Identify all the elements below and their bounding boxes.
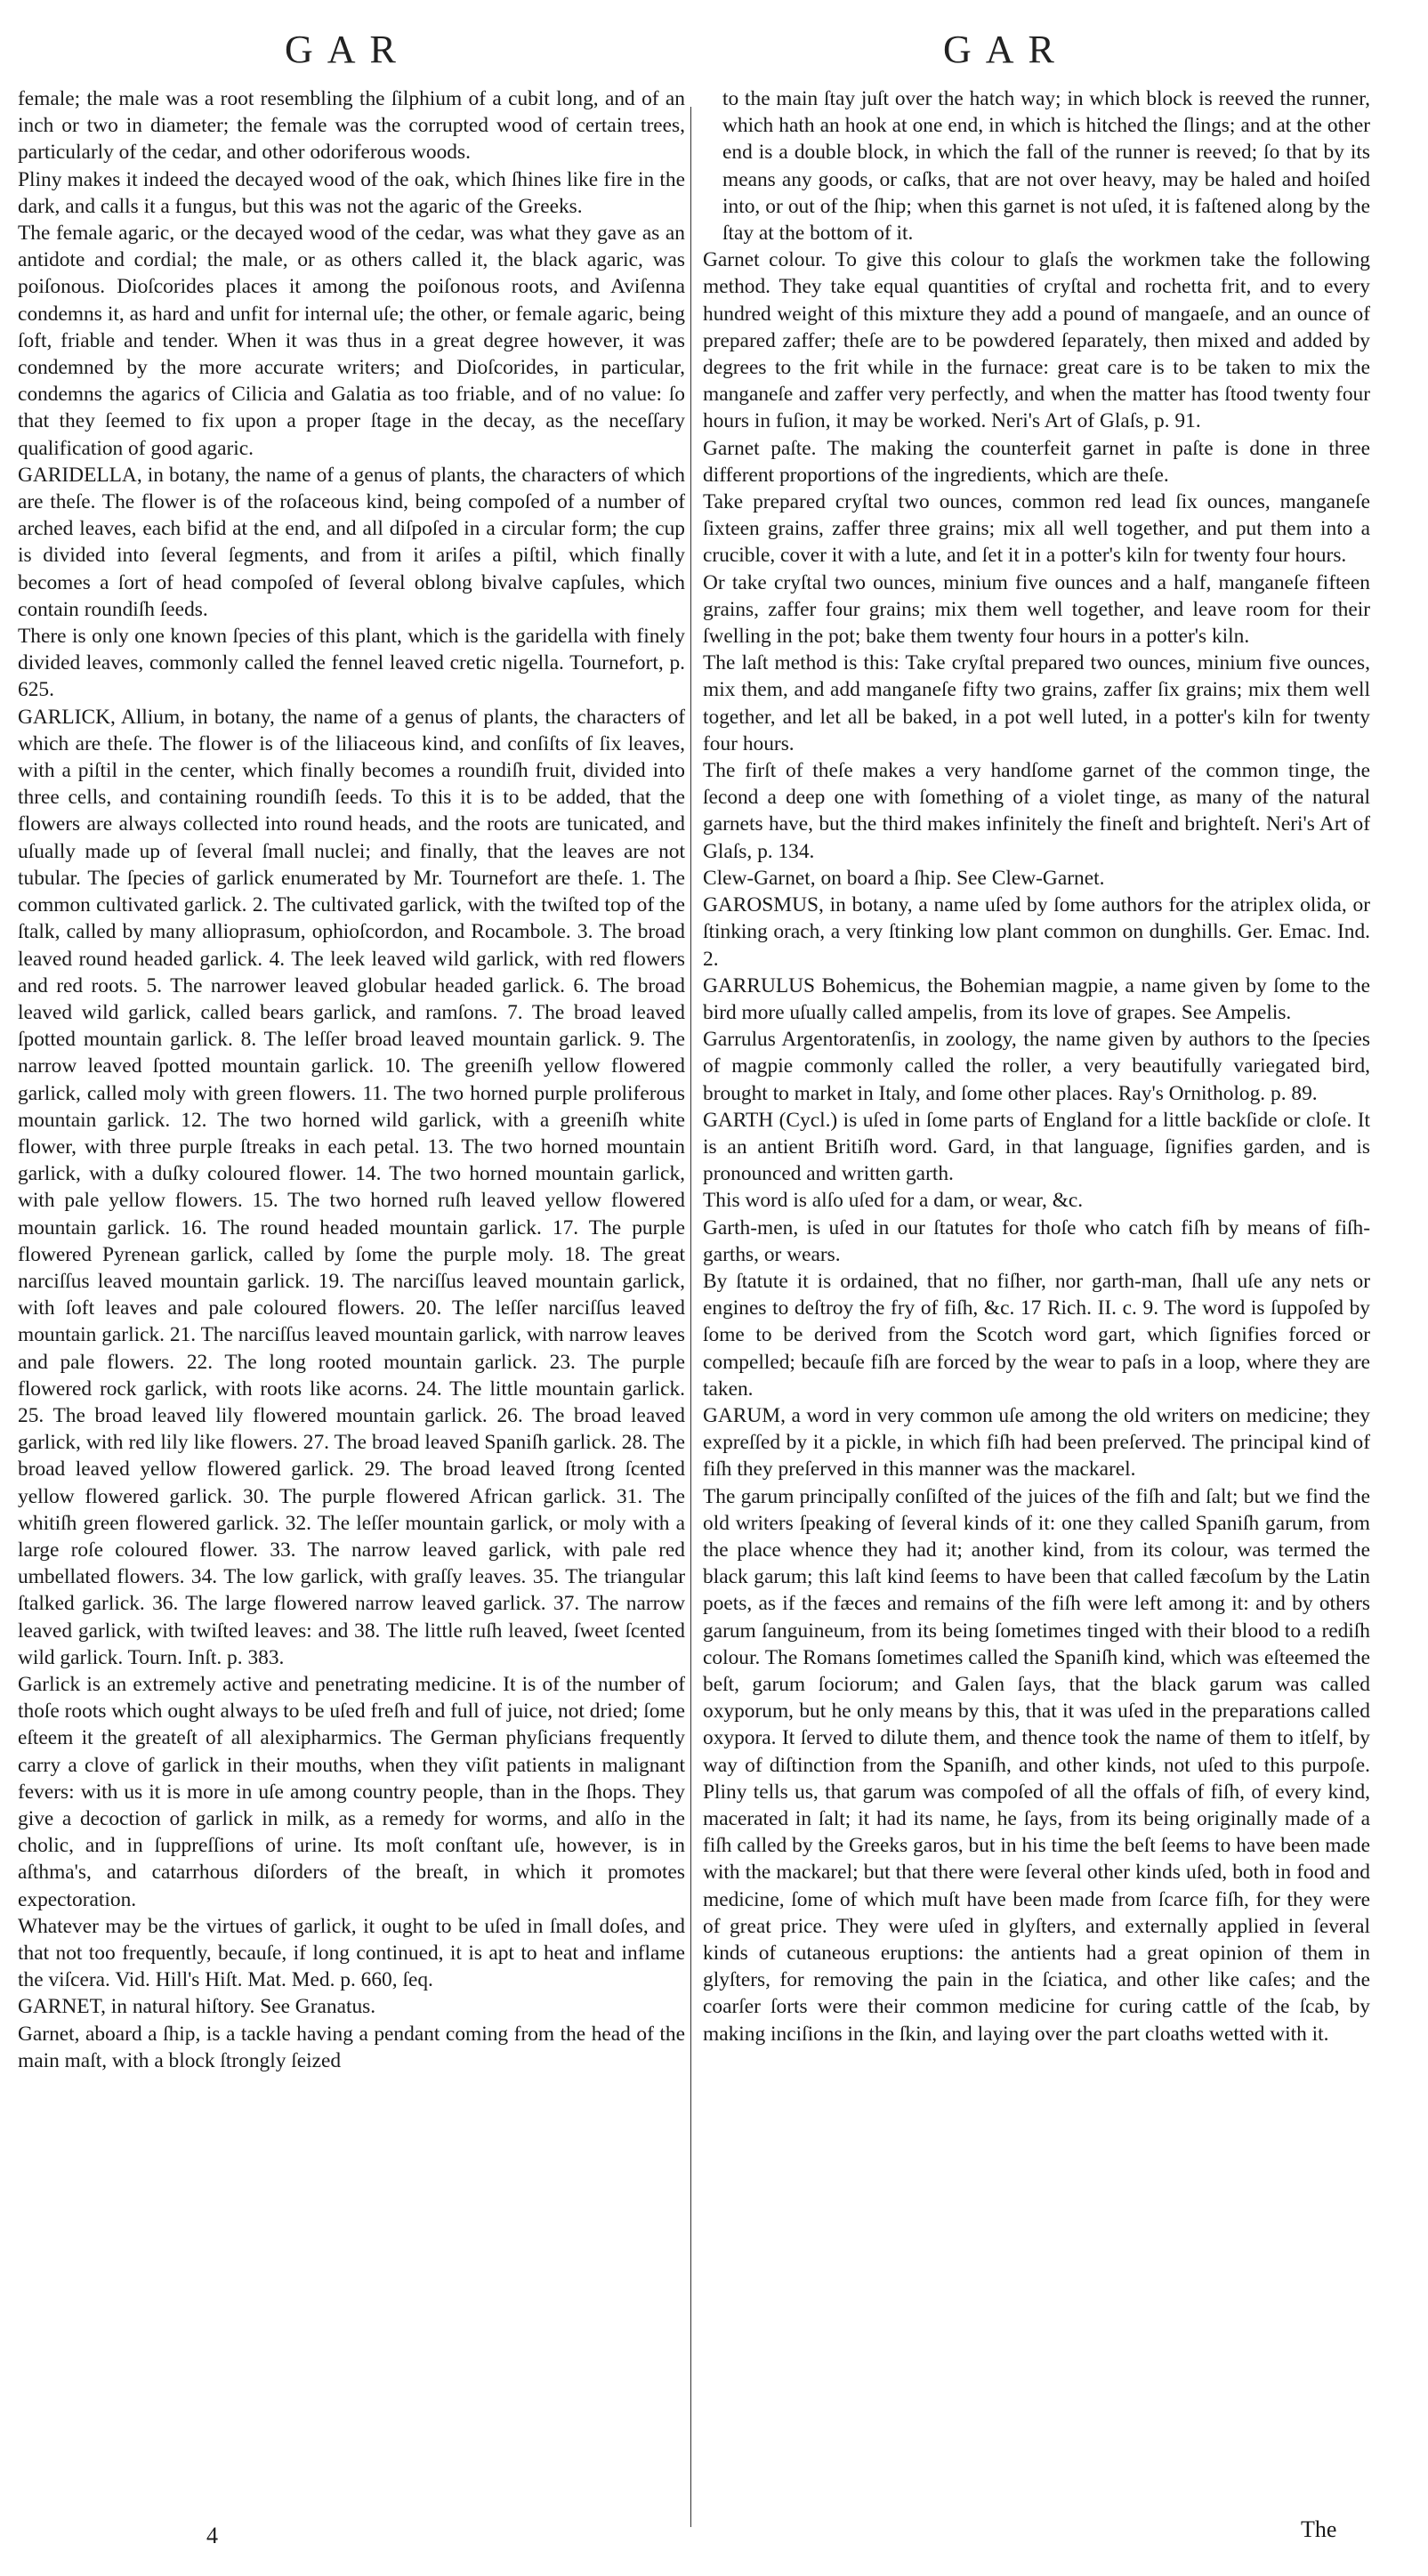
entry-garrulus-argentoratensis: Garrulus Argentoratenſis, in zoology, the name given by authors to the ſpecies of magpie commonly called the roller, a very beautifully variegated bird, brought to market in Italy, and ſome other places. Ray's Ornitholog. p. 89.	[703, 1028, 1370, 1105]
entry-garum: GARUM, a word in very common uſe among the old writers on medicine; they expreſſed by it a pickle, in which fiſh had been preſerved. The principal kind of fiſh they preſerved in this manner was the mackarel.	[703, 1403, 1370, 1482]
entry-paragraph: The firſt of theſe makes a very handſome garnet of the common tinge, the ſecond a deep one with ſomething of a violet tinge, as many of the natural garnets have, but the third makes infinitely the fineſt and brighteſt. Neri's Art of Glaſs, p. 134.	[703, 759, 1370, 863]
entry-garth: GARTH (Cycl.) is uſed in ſome parts of England for a little backſide or cloſe. It is an antient Britiſh word. Gard, in that language, ſignifies garden, and is pronounced and written garth.	[703, 1108, 1370, 1186]
entry-garlick: GARLICK, Allium, in botany, the name of a genus of plants, the characters of which are theſe. The flower is of the liliaceous kind, and conſiſts of ſix leaves, with a piſtil in the center, which finally becomes a roundiſh fruit, divided into three cells, and containing roundiſh ſeeds. To this it is to be added, that the flowers are always collected into round heads, and the roots are tunicated, and uſually made up of ſeveral ſmall nuclei; and finally, that the leaves are not tubular. The ſpecies of garlick enumerated by Mr. Tournefort are theſe. 1. The common cultivated garlick. 2. The cultivated garlick, with the twiſted top of the ſtalk, called by many allioprasum, ophioſcordon, and Rocambole. 3. The broad leaved round headed garlick. 4. The leek leaved wild garlick, with red flowers and red roots. 5. The narrower leaved globular headed garlick. 6. The broad leaved wild garlick, called bears garlick, and ramſons. 7. The broad leaved ſpotted mountain garlick. 8. The leſſer broad leaved mountain garlick. 9. The narrow leaved ſpotted mountain garlick. 10. The greeniſh yellow flowered garlick, called moly with green flowers. 11. The two horned purple proliferous mountain garlick. 12. The two horned wild garlick, with a greeniſh white flower, with three purple ſtreaks in each petal. 13. The two horned mountain garlick, with a duſky coloured flower. 14. The two horned mountain garlick, with pale yellow flowers. 15. The two horned ruſh leaved yellow flowered mountain garlick. 16. The round headed mountain garlick. 17. The purple flowered Pyrenean garlick, called by ſome the purple moly. 18. The great narciſſus leaved mountain garlick. 19. The narciſſus leaved mountain garlick, with ſoft leaves and pale coloured flowers. 20. The leſſer narciſſus leaved mountain garlick. 21. The narciſſus leaved mountain garlick, with narrow leaves and pale flowers. 22. The long rooted mountain garlick. 23. The purple flowered rock garlick, with roots like acorns. 24. The little mountain garlick. 25. The broad leaved lily flowered mountain garlick. 26. The broad leaved garlick, with red lily like flowers. 27. The broad leaved Spaniſh garlick. 28. The broad leaved yellow flowered garlick. 29. The broad leaved ſtrong ſcented yellow flowered garlick. 30. The purple flowered African garlick. 31. The whitiſh green flowered garlick. 32. The leſſer mountain garlick, or moly with a large roſe coloured flower. 33. The narrow leaved garlick, with pale red umbellated flowers. 34. The low garlick, with graſſy leaves. 35. The triangular ſtalked garlick. 36. The large flowered narrow leaved garlick. 37. The narrow leaved garlick, with twiſted leaves: and 38. The little ruſh leaved, ſweet ſcented wild garlick. Tourn. Inſt. p. 383.	[18, 705, 685, 1669]
page-number: 4	[206, 2523, 218, 2548]
entry-paragraph: Garlick is an extremely active and penetrating medicine. It is of the number of thoſe roots which ought always to be uſed freſh and full of juice, not dried; ſome eſteem it the greateſt of all alexipharmics. The German phyſicians frequently carry a clove of garlick in their mouths, when they viſit patients in malignant fevers: with us it is more in uſe among country people, than in the ſhops. They give a decoction of garlick in milk, as a remedy for worms, and alſo in the cholic, and in ſuppreſſions of urine. Its moſt conſtant uſe, however, is in aſthma's, and catarrhous diſorders of the breaſt, in which it promotes expectoration.	[18, 1672, 685, 1911]
entry-paragraph: This word is alſo uſed for a dam, or wear, &c.	[703, 1189, 1084, 1213]
entry-paragraph: Take prepared cryſtal two ounces, common red lead ſix ounces, manganeſe ſixteen grains, zaffer three grains; mix all well together, and put them into a crucible, cover it with a lute, and ſet it in a potter's kiln for twenty four hours.	[703, 490, 1370, 568]
catchword: The	[1301, 2516, 1337, 2542]
left-column	[18, 85, 685, 2074]
entry-paragraph: to the main ſtay juſt over the hatch way; in which block is reeved the runner, which hath an hook at one end, in which is hitched the ſlings; and at the other end is a double block, in which the fall of the runner is reeved; ſo that by its means any goods, or caſks, that are not over heavy, may be haled and hoiſed into, or out of the ſhip; when this garnet is not uſed, it is faſtened along by the ſtay at the bottom of it.	[722, 87, 1370, 246]
entry-garnet-colour: Garnet colour. To give this colour to glaſs the workmen take the following method. They take equal quantities of cryſtal and rochetta frit, and to every hundred weight of this mixture they add a pound of mangaeſe, and an ounce of prepared zaffer; theſe are to be powdered ſeparately, then mixed and added by degrees to the frit while in the furnace: great care is to be taken to mix the manganeſe and zaffer very perfectly, and when the matter has ſtood twenty four hours in fuſion, it may be worked. Neri's Art of Glaſs, p. 91.	[703, 248, 1370, 433]
column-divider	[690, 107, 691, 2527]
entry-garidella: GARIDELLA, in botany, the name of a genus of plants, the characters of which are theſe. The flower is of the roſaceous kind, being compoſed of a number of arched leaves, each bifid at the end, and all diſpoſed in a circular form; the cup is divided into ſeveral ſegments, and from it ariſes a piſtil, which finally becomes a ſort of head compoſed of ſeveral oblong bivalve capſules, which contain roundiſh ſeeds.	[18, 463, 685, 621]
running-head-right: GAR	[943, 28, 1069, 71]
entry-paragraph: female; the male was a root resembling the ſilphium of a cubit long, and of an inch or two in diameter; the female was the corrupted wood of certain trees, particularly of the cedar, and other odoriferous woods.	[18, 87, 685, 165]
entry-garth-men: Garth-men, is uſed in our ſtatutes for thoſe who catch fiſh by means of fiſh-garths, or wears.	[703, 1215, 1370, 1266]
entry-paragraph: Pliny makes it indeed the decayed wood of the oak, which ſhines like fire in the dark, and calls it a fungus, but this was not the agaric of the Greeks.	[18, 167, 685, 218]
entry-paragraph: There is only one known ſpecies of this plant, which is the garidella with finely divided leaves, commonly called the fennel leaved cretic nigella. Tournefort, p. 625.	[18, 625, 685, 702]
entry-paragraph: The garum principally conſiſted of the juices of the fiſh and ſalt; but we find the old writers ſpeaking of ſeveral kinds of it: one they called Spaniſh garum, from the place whence they had it; another kind, from its colour, was termed the black garum; this laſt kind ſeems to have been that called fæcoſum by the Latin poets, as if the fæces and remains of the fiſh were left among it: and by others garum ſanguineum, from its being ſometimes tinged with their blood to a rediſh colour. The Romans ſometimes called the Spaniſh kind, which was eſteemed the beſt, garum ſociorum; and Galen ſays, that the black garum was called oxyporum, but he only means by this, that it was uſed in the preparations called oxypora. It ſerved to dilute them, and thence took the name of them to itſelf, by way of diſtinction from the Spaniſh, and other kinds, not uſed to this purpoſe. Pliny tells us, that garum was compoſed of all the offals of fiſh, of every kind, macerated in ſalt; it had its name, he ſays, from its being originally made of a fiſh called by the Greeks garos, but in his time the beſt ſeems to have been made with the mackarel; but that there were ſeveral other kinds uſed, both in food and medicine, ſome of which muſt have been made from ſcarce fiſh, for they were of great price. They were uſed in glyſters, and externally applied in ſeveral kinds of cutaneous eruptions: the antients had a great opinion of them in glyſters, for removing the pain in the ſciatica, and other like caſes; and the coarſer ſorts were their common medicine for curing cattle of the ſcab, by making inciſions in the ſkin, and laying over the part cloaths wetted with it.	[703, 1484, 1370, 2046]
entry-garnet-paste: Garnet paſte. The making the counterfeit garnet in paſte is done in three different proportions of the ingredients, which are theſe.	[703, 436, 1370, 487]
right-column	[703, 85, 1370, 2047]
entry-garnet-ship: Garnet, aboard a ſhip, is a tackle having a pendant coming from the head of the main maſt, with a block ſtrongly ſeized	[18, 2022, 685, 2072]
running-head-left: GAR	[285, 28, 410, 71]
entry-garosmus: GAROSMUS, in botany, a name uſed by ſome authors for the atriplex olida, or ſtinking orach, a very ſtinking low plant common on dunghills. Ger. Emac. Ind. 2.	[703, 893, 1370, 971]
entry-garrulus-bohemicus: GARRULUS Bohemicus, the Bohemian magpie, a name given by ſome to the bird more uſually called ampelis, from its love of grapes. See Ampelis.	[703, 973, 1370, 1024]
entry-paragraph: By ſtatute it is ordained, that no fiſher, nor garth-man, ſhall uſe any nets or engines to deſtroy the fry of fiſh, &c. 17 Rich. II. c. 9. The word is ſuppoſed by ſome to be derived from the Scotch word gart, which ſignifies forced or compelled; becauſe fiſh are forced by the wear to paſs in a loop, where they are taken.	[703, 1269, 1370, 1401]
entry-paragraph: The female agaric, or the decayed wood of the cedar, was what they gave as an antidote and cordial; the male, or as others called it, the black agaric, was poiſonous. Dioſcorides places it among the poiſonous roots, and Aviſenna condemns it, as hard and unfit for internal uſe; the other, or female agaric, being ſoft, friable and tender. When it was thus in a great degree however, it was condemned by the more accurate writers; and Dioſcorides, in particular, condemns the agarics of Cilicia and Galatia as too friable, and of no value: ſo that they ſeemed to fix upon a proper ſtage in the decay, as the neceſſary qualification of good agaric.	[18, 222, 685, 460]
entry-paragraph: Or take cryſtal two ounces, minium five ounces and a half, manganeſe fifteen grains, zaffer four grains; mix them well together, and leave room for their ſwelling in the pot; bake them twenty four hours in a potter's kiln.	[703, 570, 1370, 649]
entry-clew-garnet: Clew-Garnet, on board a ſhip. See Clew-Garnet.	[703, 866, 1105, 890]
entry-paragraph: Whatever may be the virtues of garlick, it ought to be uſed in ſmall doſes, and that not too frequently, becauſe, if long continued, it is apt to heat and inflame the viſcera. Vid. Hill's Hiſt. Mat. Med. p. 660, ſeq.	[18, 1914, 685, 1992]
entry-garnet-natural-history: GARNET, in natural hiſtory. See Granatus.	[18, 1995, 376, 2019]
entry-paragraph: The laſt method is this: Take cryſtal prepared two ounces, minium five ounces, mix them, and add manganeſe fifty two grains, zaffer ſix grains; mix them well together, and let all be baked, in a pot well luted, in a potter's kiln for twenty four hours.	[703, 651, 1370, 755]
